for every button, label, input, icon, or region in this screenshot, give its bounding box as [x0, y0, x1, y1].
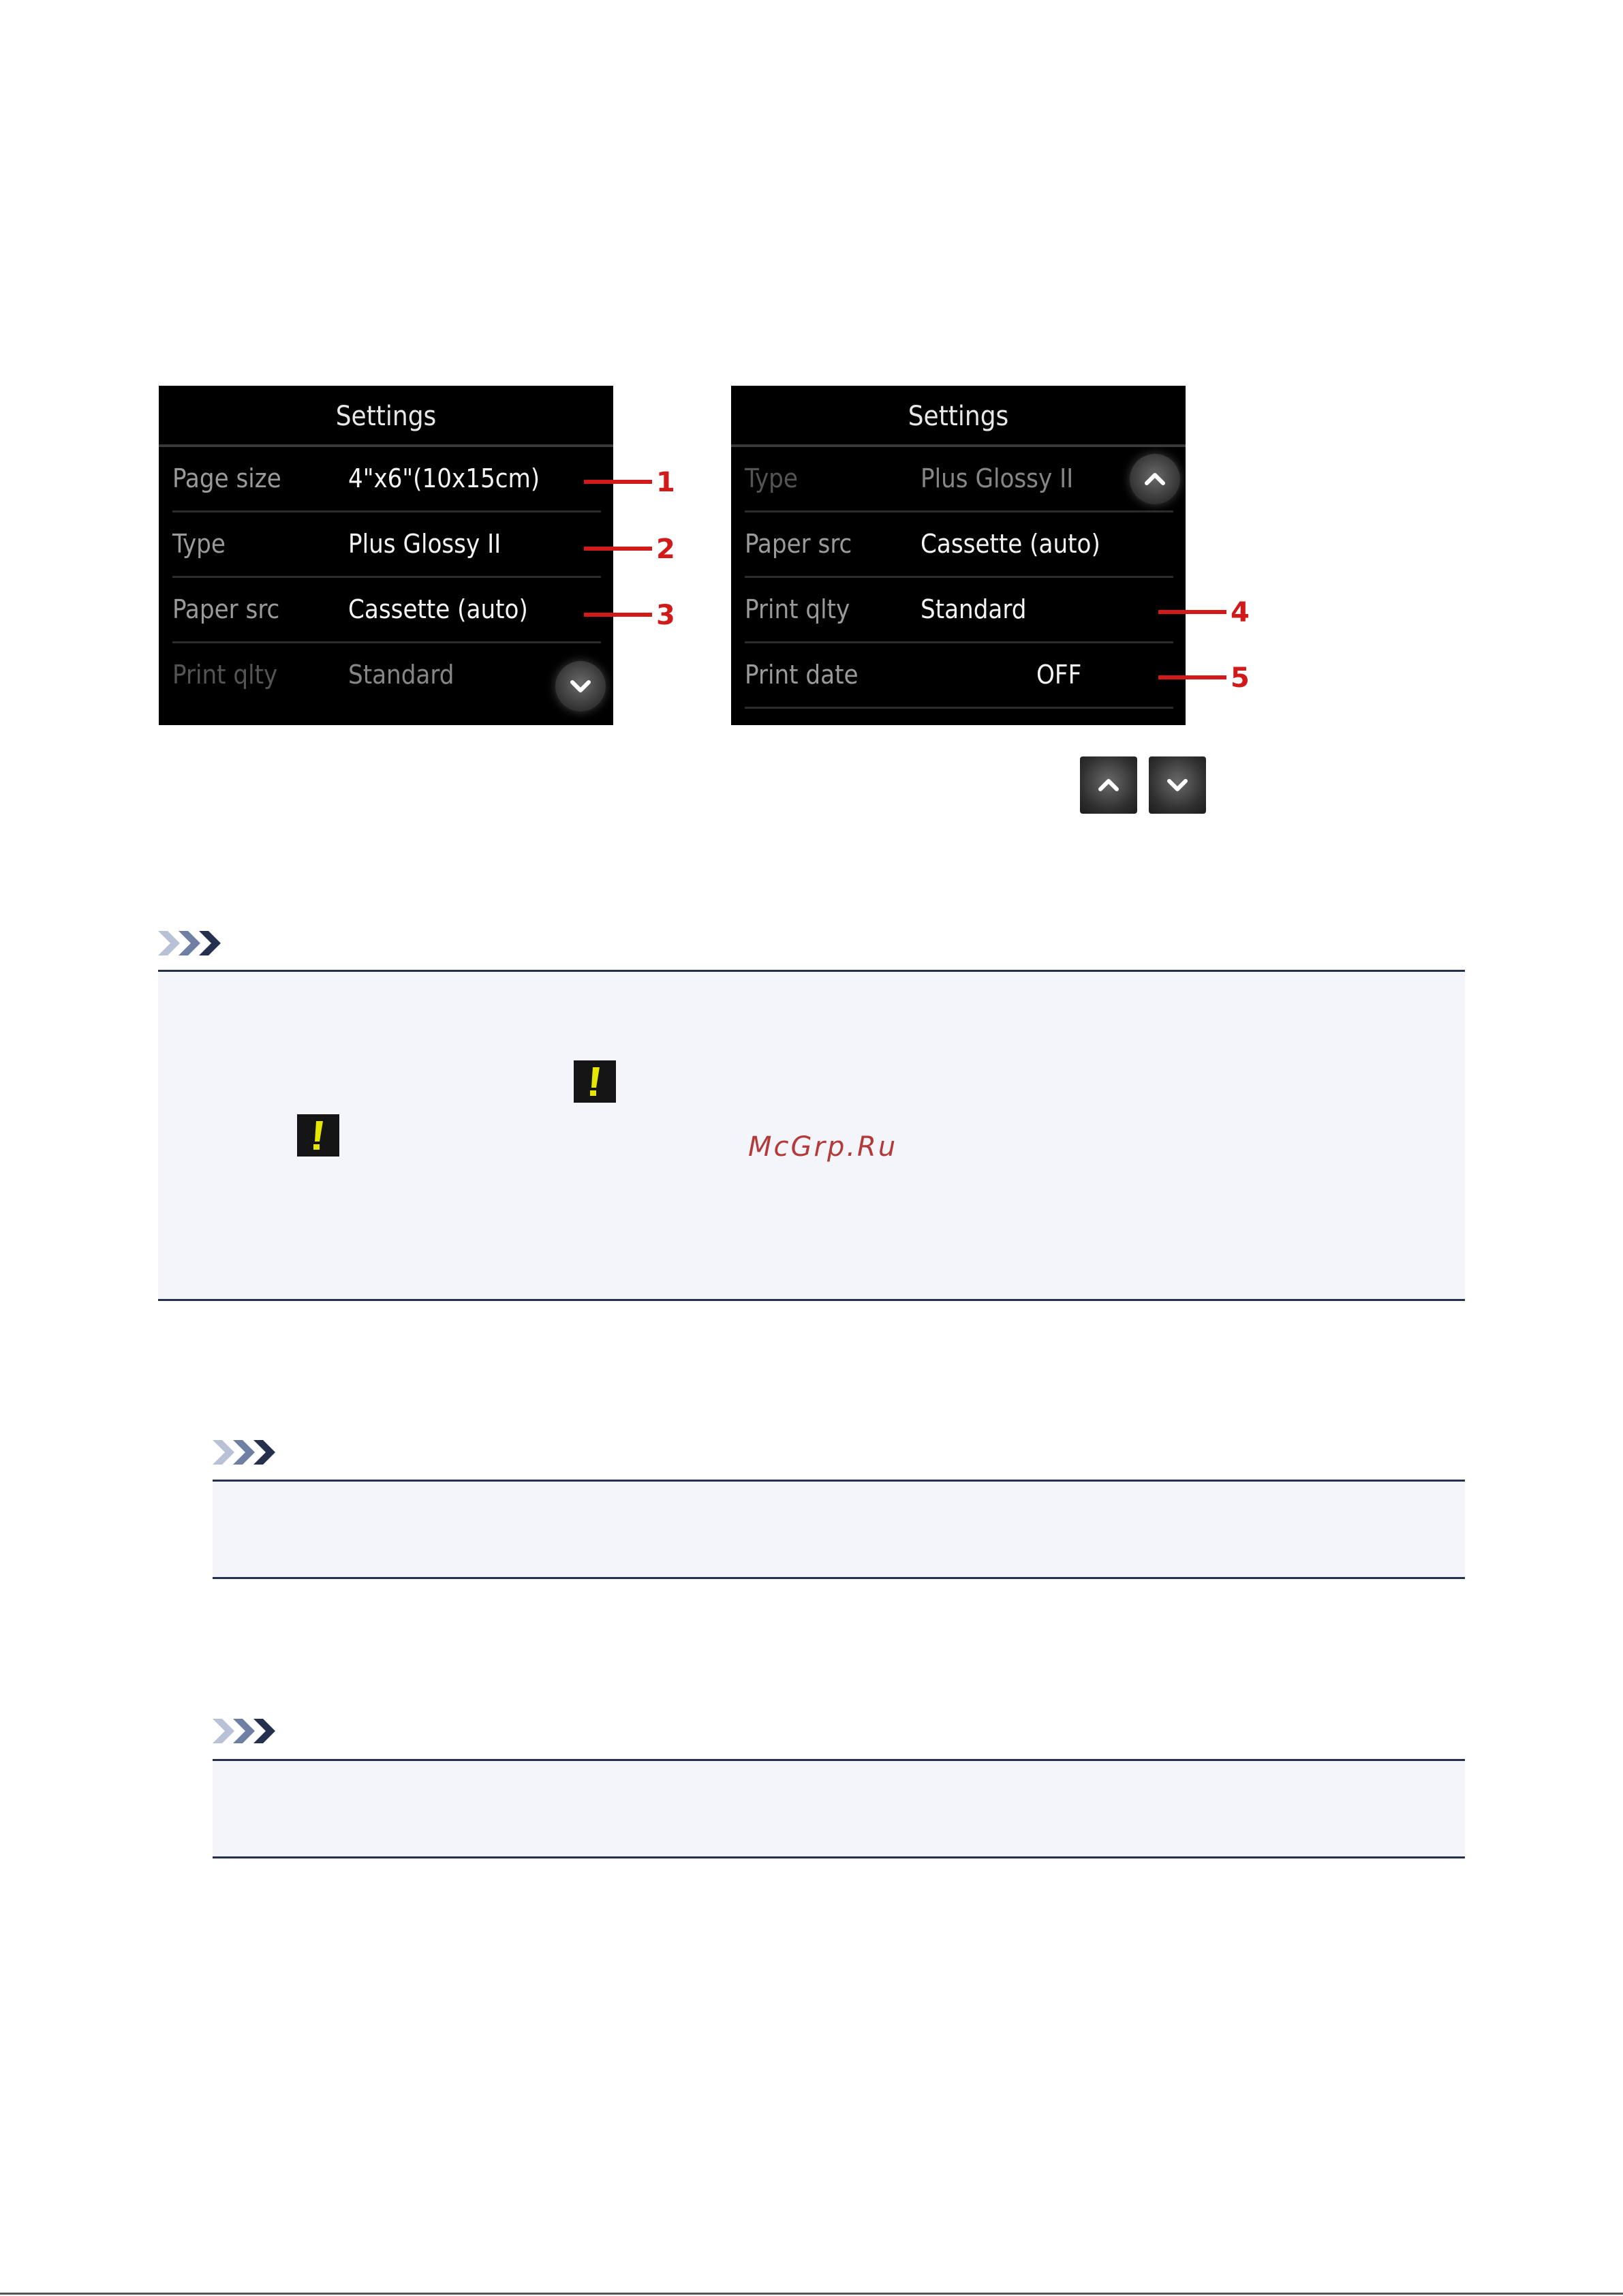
setting-label: Paper src	[745, 529, 852, 559]
setting-row-print-qlty[interactable]	[731, 578, 1186, 643]
exclamation-icon	[574, 1060, 616, 1103]
chevron-down-icon	[567, 673, 594, 700]
setting-value: OFF	[1036, 660, 1082, 690]
note-box	[213, 1480, 1465, 1579]
callout-line	[584, 480, 652, 484]
callout-number: 4	[1231, 597, 1250, 628]
note-chevrons-icon	[213, 1717, 278, 1745]
chevron-up-icon	[1095, 771, 1122, 799]
setting-row-type[interactable]	[159, 512, 613, 578]
setting-label: Paper src	[172, 594, 280, 624]
callout-line	[584, 547, 652, 551]
divider	[745, 707, 1173, 709]
callout-number: 2	[656, 534, 675, 565]
scroll-up-button[interactable]	[1080, 756, 1137, 814]
scroll-down-button[interactable]	[1149, 756, 1206, 814]
settings-panel-right	[731, 386, 1186, 725]
exclamation-icon	[297, 1114, 339, 1157]
callout-line	[584, 613, 652, 617]
setting-row-page-size[interactable]	[159, 447, 613, 512]
setting-value: Standard	[348, 660, 454, 690]
panel-title: Settings	[335, 401, 437, 432]
callout-number: 5	[1231, 662, 1250, 694]
setting-value: Plus Glossy II	[921, 463, 1074, 493]
setting-label: Page size	[172, 463, 281, 493]
setting-label: Type	[745, 463, 798, 493]
callout-number: 1	[656, 467, 675, 498]
setting-label: Type	[172, 529, 226, 559]
setting-row-paper-src[interactable]	[159, 578, 613, 643]
note-chevrons-icon	[158, 930, 223, 957]
panel-title: Settings	[908, 401, 1009, 432]
setting-label: Print qlty	[172, 660, 278, 690]
setting-row-print-qlty[interactable]	[159, 643, 613, 709]
setting-row-paper-src[interactable]	[731, 512, 1186, 578]
setting-value: Standard	[921, 594, 1027, 624]
note-box	[213, 1759, 1465, 1858]
callout-line	[1158, 675, 1226, 679]
watermark: McGrp.Ru	[748, 1131, 898, 1163]
setting-value: Cassette (auto)	[348, 594, 528, 624]
setting-row-type[interactable]	[731, 447, 1186, 512]
setting-value: Plus Glossy II	[348, 529, 501, 559]
chevron-up-icon	[1141, 465, 1169, 493]
note-chevrons-icon	[213, 1439, 278, 1466]
scroll-up-button[interactable]	[1130, 454, 1180, 504]
setting-value: Cassette (auto)	[921, 529, 1100, 559]
settings-panel-left	[159, 386, 613, 725]
setting-label: Print qlty	[745, 594, 850, 624]
footer-rule	[0, 2293, 1623, 2295]
setting-label: Print date	[745, 660, 859, 690]
callout-number: 3	[656, 600, 675, 631]
chevron-down-icon	[1164, 771, 1191, 799]
scroll-down-button[interactable]	[555, 661, 606, 711]
setting-value: 4"x6"(10x15cm)	[348, 463, 540, 493]
setting-row-print-date[interactable]	[731, 643, 1186, 709]
callout-line	[1158, 610, 1226, 614]
